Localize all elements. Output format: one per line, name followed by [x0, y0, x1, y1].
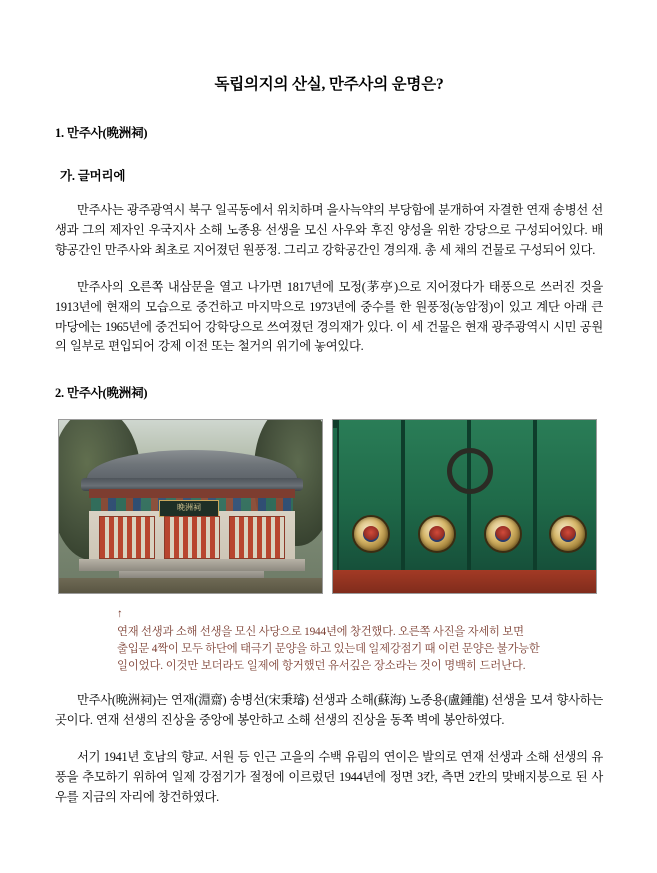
shrine-name-plaque — [159, 500, 219, 517]
section-heading-1: 1. 만주사(晩洲祠) — [55, 126, 148, 140]
door-panel-1 — [337, 420, 403, 570]
taegeuk-medallion-2 — [418, 515, 456, 553]
shrine-door-1 — [99, 516, 155, 559]
shrine-eave — [89, 489, 295, 498]
caption-arrow-icon: ↑ — [117, 608, 123, 621]
paragraph-1: 만주사는 광주광역시 북구 일곡동에서 위치하며 을사늑약의 부당함에 분개하여 자결한 연재 송병선 선생과 그의 제자인 우국지사 소해 노종용 선생을 모신 사우와 후진 양성을 위한 강당으로 구성되어있다. 배향공간인 만주사와 최초로 지어졌던 원풍정. 그리고 강학공간인 경의재. 총 세 채의 건물로 구성되어 있다. — [55, 203, 603, 257]
section-subheading-1a: 가. 글머리에 — [60, 169, 126, 183]
shrine-stone-base — [79, 559, 305, 571]
door-panel-3 — [469, 420, 535, 570]
shrine-door-2 — [164, 516, 220, 559]
paragraph-2: 만주사의 오른쪽 내삼문을 열고 나가면 1817년에 모정(茅亭)으로 지어졌다가 태풍으로 쓰러진 것을 1913년에 현재의 모습으로 중건하고 마지막으로 1973년에 중수를 한 원풍정(농암정)이 있고 계단 아래 큰 마당에는 1965년에 중건되어 강학당으로 쓰여졌던 경의재가 있다. 이 세 건물은 현재 광주광역시 시민 공원의 일부로 편입되어 강제 이전 또는 철거의 위기에 놓여있다. — [55, 279, 603, 354]
paragraph-3: 만주사(晩洲祠)는 연재(淵齋) 송병선(宋秉璿) 선생과 소해(蘇海) 노종용(盧鍾龍) 선생을 모셔 향사하는 곳이다. 연재 선생의 진상을 중앙에 봉안하고 소해 선생의 진상을 동쪽 벽에 봉안하였다. — [55, 692, 603, 727]
caption-line-3: 일이었다. 이것만 보더라도 일제에 항거했던 유서깊은 장소라는 것이 명백히 드러난다. — [117, 659, 526, 672]
photo-shrine-front — [58, 419, 323, 594]
taegeuk-medallion-3 — [484, 515, 522, 553]
taegeuk-medallion-1 — [352, 515, 390, 553]
section-heading-2: 2. 만주사(晩洲祠) — [55, 386, 148, 401]
page-title: 독립의지의 산실, 만주사의 운명은? — [214, 76, 444, 93]
door-panel-2 — [403, 420, 469, 570]
document-content — [55, 0, 603, 808]
caption-line-2: 출입문 4짝이 모두 하단에 태극기 문양을 하고 있는데 일제강점기 때 이런 문양은 불가능한 — [117, 642, 540, 655]
paragraph-4: 서기 1941년 호남의 향교. 서원 등 인근 고을의 수백 유림의 연이은 발의로 연재 선생과 소해 선생의 유풍을 추모하기 위하여 일제 강점기가 절정에 이르렀던 1944년에 정면 3칸, 측면 2칸의 맞배지붕으로 된 사우를 지금의 자리에 창건하였다. — [55, 749, 603, 804]
door-sill — [333, 570, 596, 594]
shrine-ground — [59, 578, 322, 594]
shrine-door-3 — [229, 516, 285, 559]
figure-caption — [117, 606, 597, 675]
shrine-plaque-text: 晩洲祠 — [177, 503, 201, 513]
taegeuk-medallion-4 — [549, 515, 587, 553]
figure-row — [58, 419, 603, 594]
door-panel-4 — [535, 420, 597, 570]
caption-line-1: 연재 선생과 소해 선생을 모신 사당으로 1944년에 창건했다. 오른쪽 사진을 자세히 보면 — [117, 625, 524, 638]
photo-green-doors — [332, 419, 597, 594]
